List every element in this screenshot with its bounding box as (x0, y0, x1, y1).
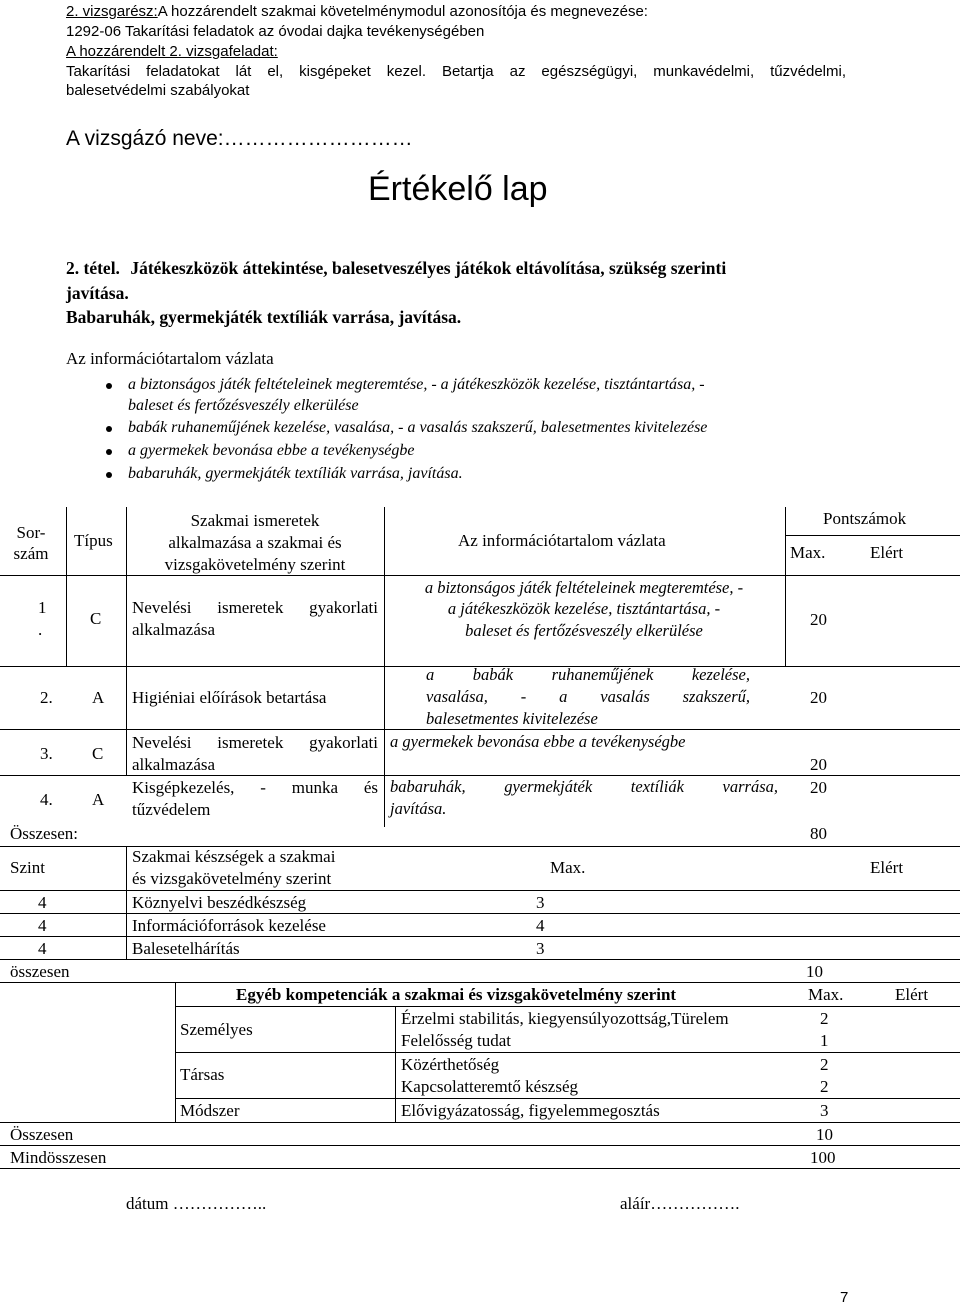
table3-total-value: 10 (816, 1125, 833, 1144)
module-header-line1 (66, 3, 648, 20)
page-number: 7 (840, 1289, 849, 1306)
row1-info-1: a biztonságos játék feltételeinek megteremtése, - (424, 578, 744, 597)
row2-type: A (92, 688, 105, 707)
row3-info: a gyermekek bevonása ebbe a tevékenységbe (390, 732, 686, 751)
col-header-szakmai-2: alkalmazása a szakmai és (168, 532, 342, 552)
row1-info-2: a játékeszközök kezelése, tisztántartása, - (447, 599, 721, 619)
table-divider (0, 936, 960, 937)
row4-info-1: babaruhák, gyermekjáték textíliák varrása, (390, 777, 778, 796)
topic-line3: Babaruhák, gyermekjáték textíliák varrása, javítása. (66, 307, 462, 327)
task-description-line1: Takarítási feladatokat lát el, kisgépeket kezel. Betartja az egészségügyi, munkavédelmi, tűzvédelmi, (66, 63, 846, 80)
competency-5: Elővigyázatosság, figyelemmegosztás (401, 1101, 660, 1120)
row2-info-2: vasalása, - a vasalás szakszerű, (426, 687, 750, 706)
table-divider (0, 775, 960, 776)
grand-total-label: Mindösszesen (10, 1148, 107, 1167)
topic-line1 (66, 258, 726, 278)
competency-3-max: 2 (820, 1055, 829, 1074)
col-header-skill-1: Szakmai készségek a szakmai (132, 847, 336, 866)
table-divider (0, 982, 960, 983)
table-divider (785, 535, 960, 536)
row2-info-1: a babák ruhaneműjének kezelése, (426, 665, 750, 684)
table2-col-max: Max. (550, 858, 586, 877)
competency-3: Közérthetőség (401, 1055, 500, 1074)
row3-skill-2: alkalmazása (132, 755, 216, 774)
table-divider (0, 913, 960, 914)
col-header-tipus: Típus (74, 531, 113, 550)
topic-text1: Játékeszközök áttekintése, balesetveszélyes játékok eltávolítása, szükség szerinti (130, 258, 727, 278)
candidate-name-field: A vizsgázó neve:……………………… (66, 127, 413, 150)
table-divider (0, 729, 960, 730)
task-description-line2: balesetvédelmi szabályokat (66, 82, 250, 99)
outline-item-2: babák ruhaneműjének kezelése, vasalása, - a vasalás szakszerű, balesetmentes kivitelezése (128, 419, 708, 436)
bullet-icon (106, 449, 112, 455)
competency-1: Érzelmi stabilitás, kiegyensúlyozottság,Türelem (401, 1009, 729, 1028)
row1-skill-2: alkalmazása (132, 620, 216, 639)
table-divider (126, 507, 127, 775)
row1-num-dot: . (38, 620, 43, 639)
row4-skill-1: Kisgépkezelés, - munka és (132, 778, 378, 797)
grand-total-value: 100 (810, 1148, 836, 1167)
signature-field: aláír……………. (620, 1194, 740, 1213)
table1-total-value: 80 (810, 824, 827, 843)
table-divider (384, 507, 385, 827)
row2-skill: Higiéniai előírások betartása (132, 688, 327, 707)
table-divider (395, 1006, 396, 1122)
col-header-skill-2: és vizsgakövetelmény szerint (132, 869, 332, 888)
col-header-szakmai-1: Szakmai ismeretek (190, 511, 320, 530)
table3-total-label: Összesen (10, 1125, 74, 1144)
table-divider (175, 1052, 960, 1053)
competency-2: Felelősség tudat (401, 1031, 512, 1050)
table-divider (0, 1122, 960, 1123)
table2-total-label: összesen (10, 962, 70, 981)
outline-item-3: a gyermekek bevonása ebbe a tevékenységbe (128, 442, 415, 459)
competency-4: Kapcsolatteremtő készség (401, 1077, 579, 1096)
col-header-max: Max. (790, 543, 826, 562)
group-tarsas: Társas (180, 1065, 225, 1084)
row1-info (388, 577, 780, 641)
col-header-szakmai (130, 510, 380, 575)
row1-num: 1 (38, 598, 47, 617)
table-divider (0, 959, 960, 960)
table-divider (0, 1168, 960, 1169)
table-divider (0, 890, 960, 891)
date-field: dátum …………….. (126, 1194, 267, 1213)
row1-skill-1: Nevelési ismeretek gyakorlati (132, 598, 378, 617)
competency-1-max: 2 (820, 1009, 829, 1028)
module-title-label: A hozzárendelt szakmai követelménymodul azonosítója és megnevezése: (157, 3, 648, 20)
topic-number: 2. tétel. (66, 258, 120, 278)
row1-max: 20 (810, 610, 827, 629)
table-divider (66, 507, 67, 666)
skill-row3-max: 3 (536, 939, 545, 958)
skill-row3-name: Balesetelhárítás (132, 939, 240, 958)
row3-max: 20 (810, 755, 827, 774)
table-divider (785, 507, 786, 666)
row4-num: 4. (40, 790, 53, 809)
table-divider (0, 1145, 960, 1146)
table-divider (175, 1098, 960, 1099)
outline-heading: Az információtartalom vázlata (66, 349, 274, 368)
row2-info-3: balesetmentes kivitelezése (426, 709, 598, 728)
row1-type: C (90, 609, 102, 628)
col-header-info: Az információtartalom vázlata (458, 531, 666, 550)
group-szemelyes: Személyes (180, 1020, 253, 1039)
page-title: Értékelő lap (368, 170, 548, 208)
table3-col-elert: Elért (895, 985, 929, 1004)
outline-item-1-cont: baleset és fertőzésveszély elkerülése (128, 397, 359, 414)
row4-info-2: javítása. (390, 799, 447, 818)
competency-2-max: 1 (820, 1031, 829, 1050)
row1-info-3: baleset és fertőzésveszély elkerülése (465, 620, 703, 640)
table1-total-label: Összesen: (10, 824, 78, 843)
table-divider (175, 1006, 960, 1007)
table-divider (126, 846, 127, 960)
skill-row1-max: 3 (536, 893, 545, 912)
row4-type: A (92, 790, 105, 809)
col-header-sorszam-1: Sor- (16, 523, 46, 542)
row2-max: 20 (810, 688, 827, 707)
bullet-icon (106, 383, 112, 389)
skill-row2-name: Információforrások kezelése (132, 916, 326, 935)
row3-type: C (92, 744, 104, 763)
skill-row3-level: 4 (38, 939, 47, 958)
col-header-sorszam-2: szám (13, 544, 49, 564)
exam-part-label: 2. vizsgarész: (66, 3, 158, 20)
bullet-icon (106, 426, 112, 432)
skill-row2-level: 4 (38, 916, 47, 935)
outline-item-4: babaruhák, gyermekjáték textíliák varrása, javítása. (128, 465, 463, 482)
col-header-sorszam (0, 522, 62, 565)
row4-skill-2: tűzvédelem (132, 800, 211, 819)
group-modszer: Módszer (180, 1101, 240, 1120)
table2-total-value: 10 (806, 962, 823, 981)
row3-skill-1: Nevelési ismeretek gyakorlati (132, 733, 378, 752)
skill-row1-name: Köznyelvi beszédkészség (132, 893, 307, 912)
bullet-icon (106, 472, 112, 478)
competency-5-max: 3 (820, 1101, 829, 1120)
topic-line2: javítása. (66, 283, 129, 303)
col-header-szakmai-3: vizsgakövetelmény szerint (164, 554, 346, 574)
module-code: 1292-06 Takarítási feladatok az óvodai dajka tevékenységében (66, 23, 485, 40)
table2-col-elert: Elért (870, 858, 904, 877)
col-header-pontszamok: Pontszámok (823, 509, 907, 528)
competency-4-max: 2 (820, 1077, 829, 1096)
table3-heading: Egyéb kompetenciák a szakmai és vizsgakövetelmény szerint (236, 985, 677, 1004)
col-header-elert: Elért (870, 543, 904, 562)
row2-num: 2. (40, 688, 53, 707)
row3-num: 3. (40, 744, 53, 763)
outline-item-1: a biztonságos játék feltételeinek megteremtése, - a játékeszközök kezelése, tisztántartása, - (128, 376, 705, 393)
assigned-task-label: A hozzárendelt 2. vizsgafeladat: (66, 43, 278, 60)
row4-max: 20 (810, 778, 827, 797)
skill-row2-max: 4 (536, 916, 545, 935)
skill-row1-level: 4 (38, 893, 47, 912)
col-header-szint: Szint (10, 858, 45, 877)
table3-col-max: Max. (808, 985, 844, 1004)
